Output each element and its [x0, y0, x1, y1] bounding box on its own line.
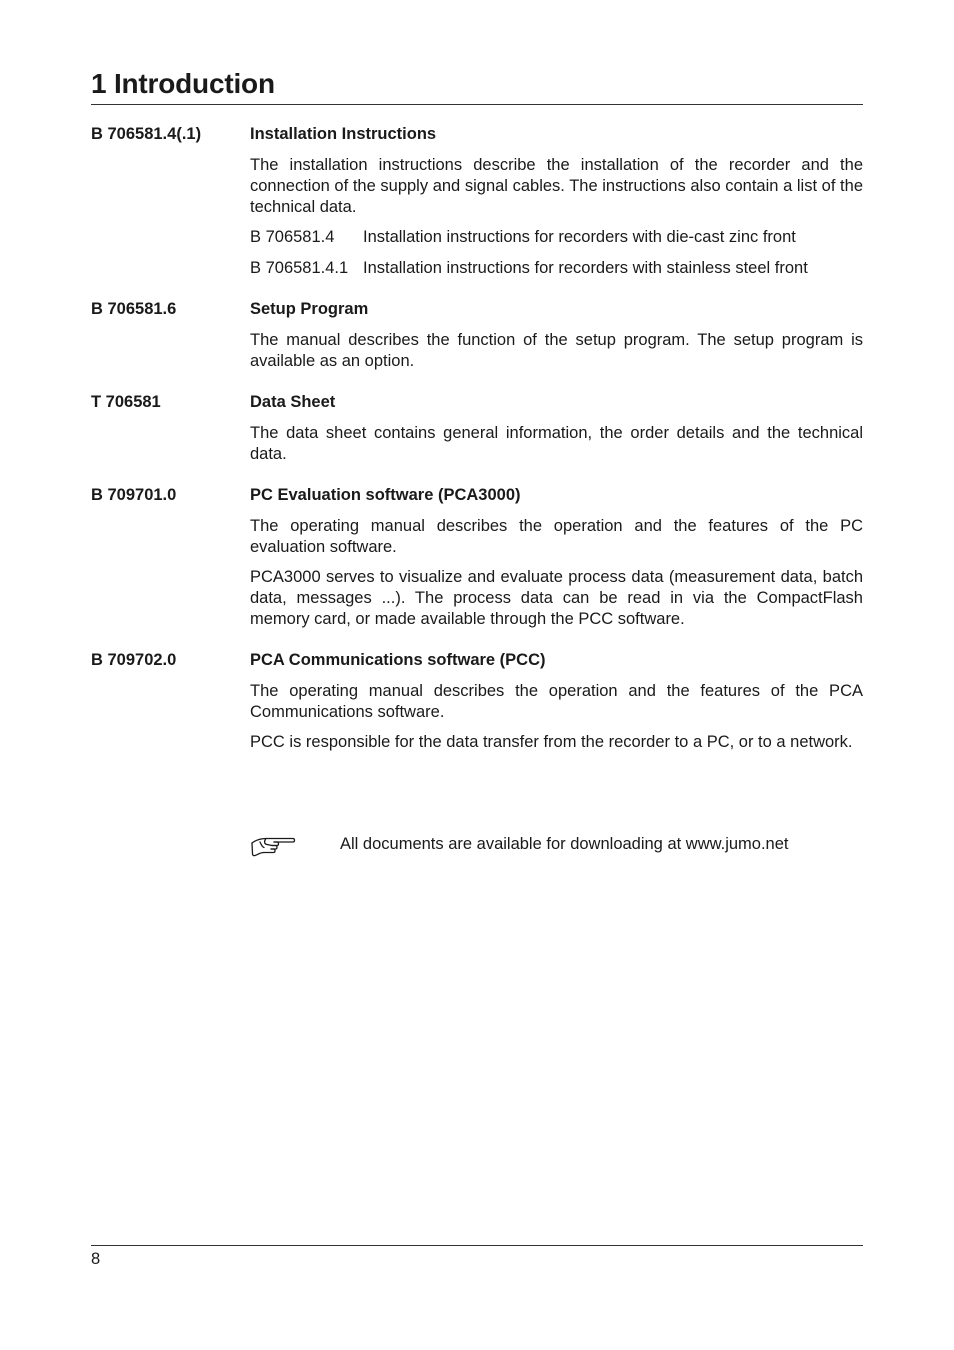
document-description — [250, 392, 863, 465]
note-text: All documents are available for downloading at www.jumo.net — [340, 835, 789, 853]
sub-document-code: B 706581.4 — [250, 228, 335, 246]
sub-document-item — [250, 258, 863, 279]
document-heading: Data Sheet — [250, 393, 336, 411]
description-paragraph: The operating manual describes the operation and the features of the PCA Communications software. — [250, 682, 863, 721]
document-description — [250, 299, 863, 372]
document-list — [91, 124, 863, 753]
document-heading: Setup Program — [250, 300, 369, 318]
document-code: B 706581.4(.1) — [91, 125, 202, 143]
page-number: 8 — [91, 1250, 101, 1268]
page-title: 1 Introduction — [91, 68, 275, 99]
document-description — [250, 485, 863, 630]
document-heading: PC Evaluation software (PCA3000) — [250, 486, 521, 504]
document-code: B 709701.0 — [91, 486, 177, 504]
pointing-hand-icon — [250, 834, 296, 860]
document-entry — [91, 392, 863, 465]
sub-document-text: Installation instructions for recorders with die-cast zinc front — [363, 228, 796, 246]
description-paragraph: The manual describes the function of the setup program. The setup program is available as an option. — [250, 331, 863, 370]
download-note — [250, 832, 863, 862]
footer-divider — [91, 1245, 863, 1246]
document-entry — [91, 485, 863, 630]
description-paragraph: PCA3000 serves to visualize and evaluate process data (measurement data, batch data, messages ...). The process data can be read in via the CompactFlash memory card, or made available through the PCC software. — [250, 568, 863, 628]
description-paragraph: The data sheet contains general information, the order details and the technical data. — [250, 424, 863, 463]
description-paragraph: The installation instructions describe the installation of the recorder and the connection of the supply and signal cables. The instructions also contain a list of the technical data. — [250, 156, 863, 216]
document-description — [250, 124, 863, 279]
document-code: T 706581 — [91, 393, 161, 411]
description-paragraph: The operating manual describes the operation and the features of the PC evaluation software. — [250, 517, 863, 556]
document-entry — [91, 124, 863, 279]
document-entry — [91, 299, 863, 372]
document-code: B 709702.0 — [91, 651, 177, 669]
document-heading: PCA Communications software (PCC) — [250, 651, 546, 669]
sub-document-code: B 706581.4.1 — [250, 259, 349, 277]
sub-document-text: Installation instructions for recorders with stainless steel front — [363, 259, 808, 277]
description-paragraph: PCC is responsible for the data transfer from the recorder to a PC, or to a network. — [250, 733, 853, 751]
document-entry — [91, 650, 863, 753]
document-code: B 706581.6 — [91, 300, 177, 318]
title-divider — [91, 104, 863, 105]
document-description — [250, 650, 863, 753]
document-heading: Installation Instructions — [250, 125, 437, 143]
sub-document-item — [250, 227, 863, 248]
